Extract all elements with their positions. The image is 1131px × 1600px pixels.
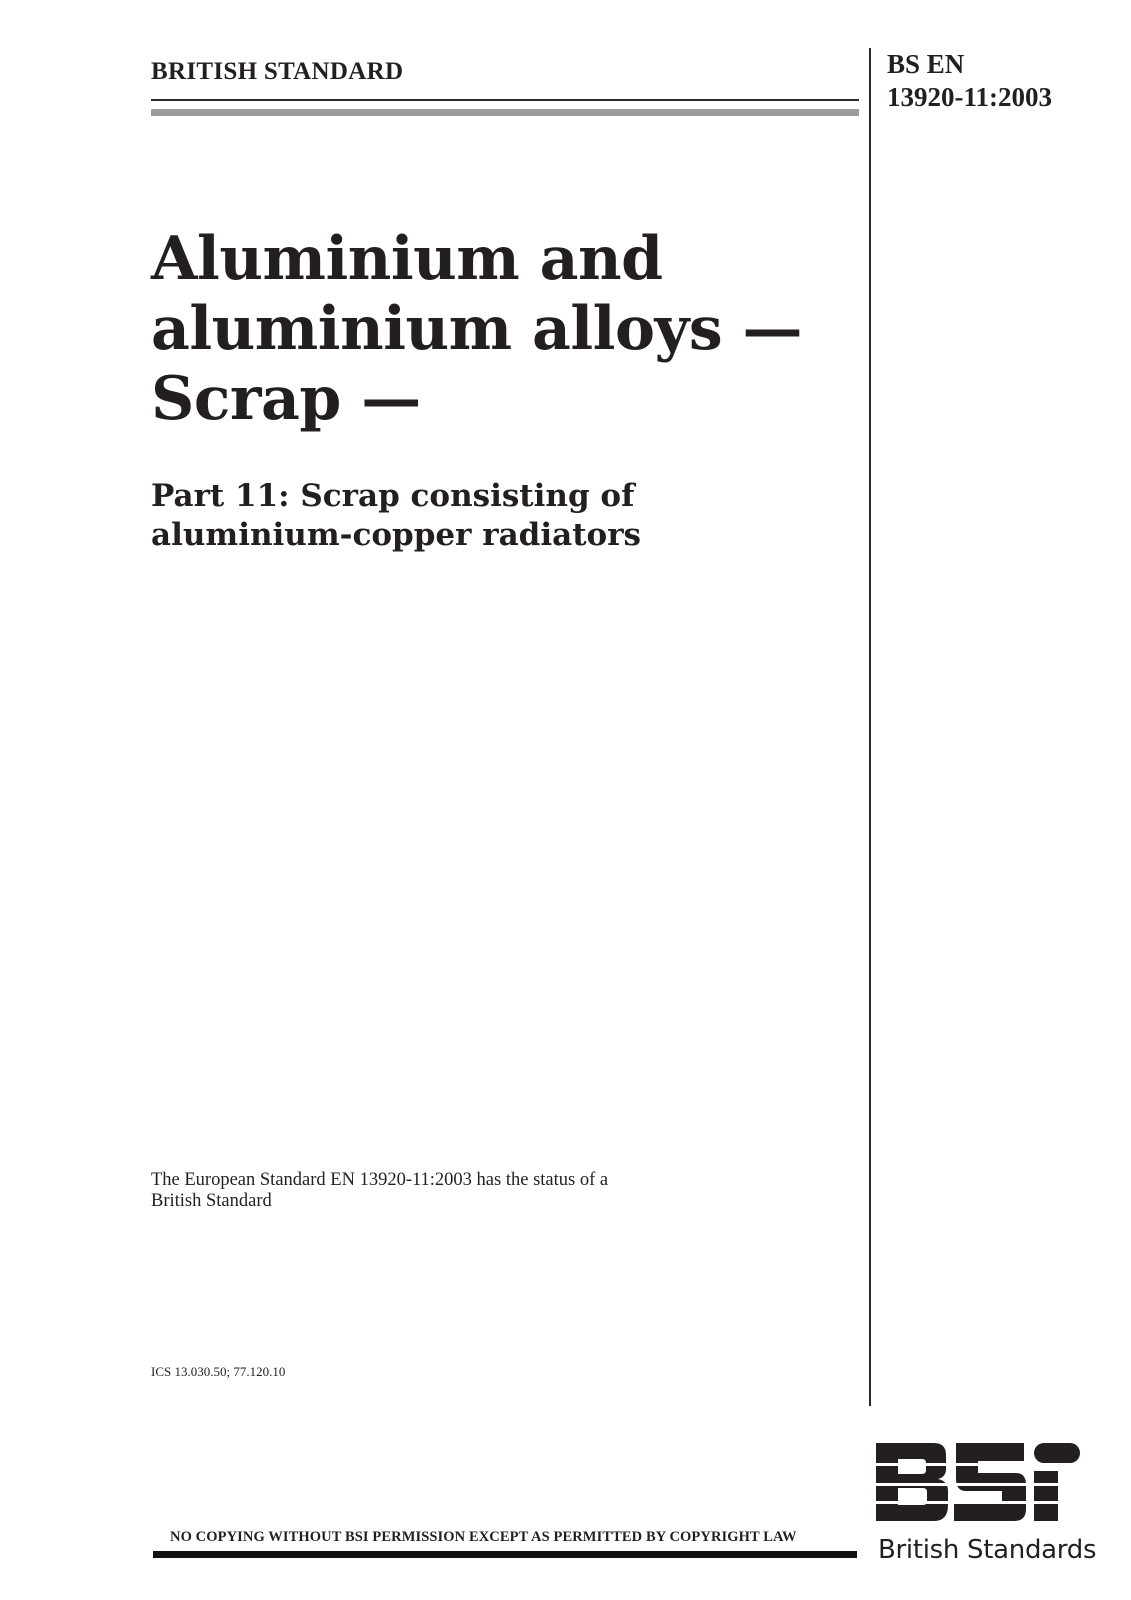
status-statement [151, 1170, 608, 1212]
title-line1: Aluminium and [151, 224, 663, 294]
page-subtitle [151, 477, 641, 555]
page-title [151, 224, 802, 434]
copyright-notice: NO COPYING WITHOUT BSI PERMISSION EXCEPT AS PERMITTED BY COPYRIGHT LAW [170, 1529, 797, 1545]
header-rule-thick [151, 109, 859, 116]
vertical-divider [869, 48, 871, 1406]
header-label: BRITISH STANDARD [151, 58, 404, 85]
header-rule-thin [151, 99, 859, 101]
status-line1: The European Standard EN 13920-11:2003 has the status of a [151, 1170, 609, 1190]
document-number-line1: BS EN [887, 49, 965, 79]
subtitle-line1: Part 11: Scrap consisting of [151, 478, 635, 514]
title-line2: aluminium alloys — [151, 294, 802, 364]
status-line2: British Standard [151, 1191, 272, 1211]
document-number-line2: 13920-11:2003 [887, 82, 1052, 112]
ics-codes: ICS 13.030.50; 77.120.10 [151, 1364, 286, 1379]
title-line3: Scrap — [151, 364, 421, 434]
subtitle-line2: aluminium-copper radiators [151, 517, 641, 553]
bsi-logo-caption: British Standards [878, 1535, 1097, 1565]
footer-rule [153, 1551, 857, 1558]
document-number [887, 48, 1052, 114]
